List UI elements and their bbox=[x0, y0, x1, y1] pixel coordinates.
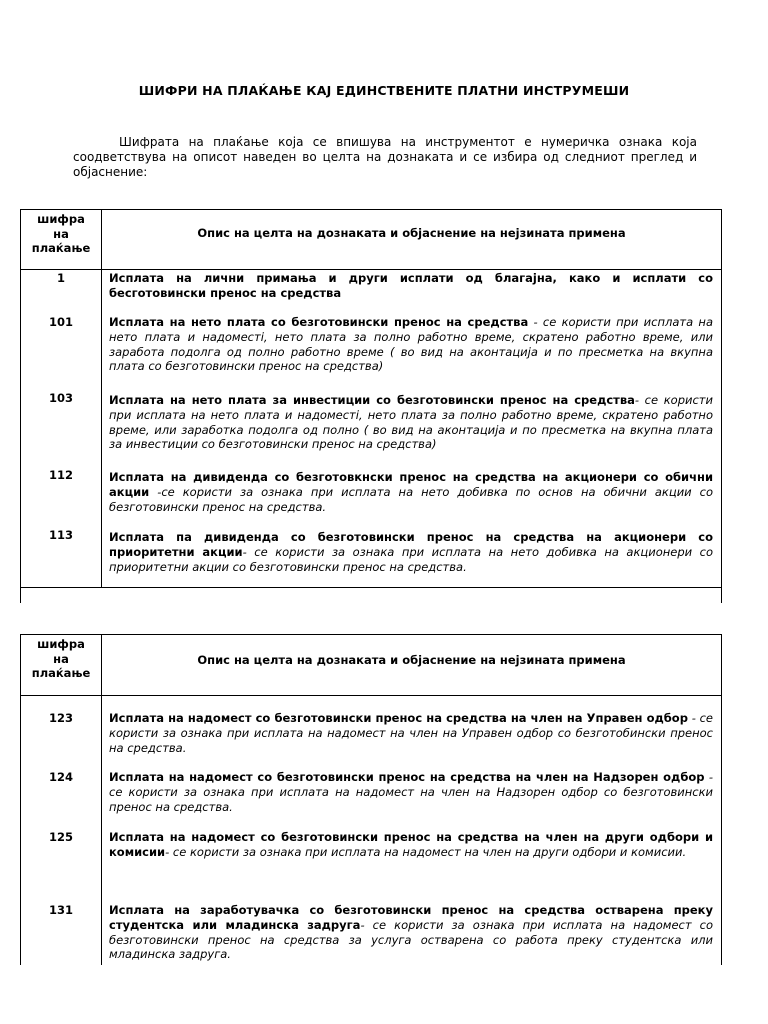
payment-code: 124 bbox=[48, 770, 73, 784]
description-note: - се користи за ознака при исплата на нето добивка на акционери со приоритетни акции со безготовински пренос на средства. bbox=[109, 544, 713, 574]
description-note: - се користи при исплата на нето плата и надоместі, нето плата за полно работно време, скратено работно време, или заработка подолга од полно ( во вид на аконтација и по пресметка на вкупна плата за инвестиции со безготовински пренос на средства) bbox=[109, 393, 713, 452]
column-divider bbox=[101, 210, 102, 588]
description-title: Исплата на надомест со безготовински пренос на средства на член на Управен одбор bbox=[109, 711, 688, 725]
payment-codes-table-2 bbox=[20, 634, 722, 965]
payment-code: 123 bbox=[48, 711, 73, 725]
payment-code: 113 bbox=[48, 528, 73, 542]
document-title: ШИФРИ НА ПЛАЌАЊЕ КАЈ ЕДИНСТВЕНИТЕ ПЛАТНИ ИНСТРУМЕШИ bbox=[138, 83, 630, 98]
description-note: - се користи за ознака при исплата на надомест со безготовински пренос на средства за услуга остварена со работа преку студентска или младинска задруга. bbox=[109, 917, 714, 962]
payment-codes-table-1 bbox=[20, 209, 722, 603]
description-note: - се користи при исплата на нето плата и надоместі, нето плата за полно работно време, скратено работно време, или заработа подолга од полно работно време ( во вид на аконтација и по пресметка на вкупна плата со безготовински пренос на средства) bbox=[109, 315, 713, 374]
payment-description bbox=[109, 315, 713, 374]
payment-description bbox=[109, 903, 713, 962]
payment-code: 103 bbox=[48, 391, 73, 405]
header-divider bbox=[21, 695, 721, 696]
payment-description bbox=[109, 271, 713, 301]
payment-description bbox=[109, 830, 713, 860]
intro-text: Шифрата на плаќање која се впишува на инструментот е нумеричка ознака која соодветствува на описот наведен во целта на дознаката и се избира од следниот преглед и објаснение: bbox=[73, 135, 697, 179]
header-code-line: шифра bbox=[37, 637, 85, 651]
header-code-line: плаќање bbox=[31, 666, 91, 680]
row-divider bbox=[21, 587, 721, 588]
description-note: -се користи за ознака при исплата на нето добивка по основ на обични акции со безготовински пренос на средства. bbox=[109, 484, 713, 514]
description-note: - се користи за ознака при исплата на надомест на член на Надзорен одбор со безготовински пренос на средства. bbox=[109, 770, 713, 814]
description-note: - се користи за ознака при исплата на надомест на член на Управен одбор со безготобински пренос на средства. bbox=[109, 711, 714, 755]
header-code-line: шифра bbox=[37, 212, 85, 226]
description-title: Исплата на надомест со безготовински пренос на средства на член на Надзорен одбор bbox=[109, 770, 705, 784]
payment-code: 1 bbox=[56, 271, 65, 285]
header-code-line: на bbox=[53, 226, 69, 241]
description-title: Исплата на дивиденда со безготовкнски пренос на средства на акционери со обични акции bbox=[109, 470, 713, 499]
description-title: Исплата на надомест со безготовински пренос на средства на член на други одбори и комисии bbox=[109, 830, 713, 859]
column-header-description: Опис на целта на дознаката и објаснение на нејзината примена bbox=[197, 653, 626, 667]
header-code-line: на bbox=[53, 651, 69, 666]
payment-description bbox=[109, 393, 713, 452]
payment-description bbox=[109, 711, 713, 755]
column-header-code bbox=[21, 637, 101, 681]
payment-description bbox=[109, 770, 713, 814]
description-note: - се користи за ознака при исплата на надомест на член на други одбори и комисии. bbox=[165, 844, 687, 859]
description-title: Исплата па дивиденда со безготовински пренос на средства на акционери со приоритетни акции bbox=[109, 530, 713, 559]
column-header-code bbox=[21, 212, 101, 256]
payment-code: 125 bbox=[48, 830, 73, 844]
description-title: Исплата на нето плата за инвестиции со безготовински пренос на средства bbox=[109, 393, 635, 407]
header-divider bbox=[21, 269, 721, 270]
column-header-description: Опис на целта на дознаката и објаснение на нејзината примена bbox=[197, 226, 626, 240]
payment-description bbox=[109, 530, 713, 574]
payment-code: 112 bbox=[48, 468, 73, 482]
description-title: Исплата на нето плата со безготовински пренос на средства bbox=[109, 315, 529, 329]
payment-description bbox=[109, 470, 713, 514]
header-code-line: плаќање bbox=[31, 241, 91, 255]
intro-paragraph bbox=[73, 135, 697, 180]
description-title: Исплата на лични примања и други исплати од благајна, како и исплати со бесготовински пренос на средства bbox=[109, 271, 713, 300]
column-divider bbox=[101, 635, 102, 965]
description-title: Исплата на заработувачка со безготовински пренос на средства остварена преку студентска или младинска задруга bbox=[109, 903, 713, 932]
payment-code: 131 bbox=[48, 903, 73, 917]
payment-code: 101 bbox=[48, 315, 73, 329]
